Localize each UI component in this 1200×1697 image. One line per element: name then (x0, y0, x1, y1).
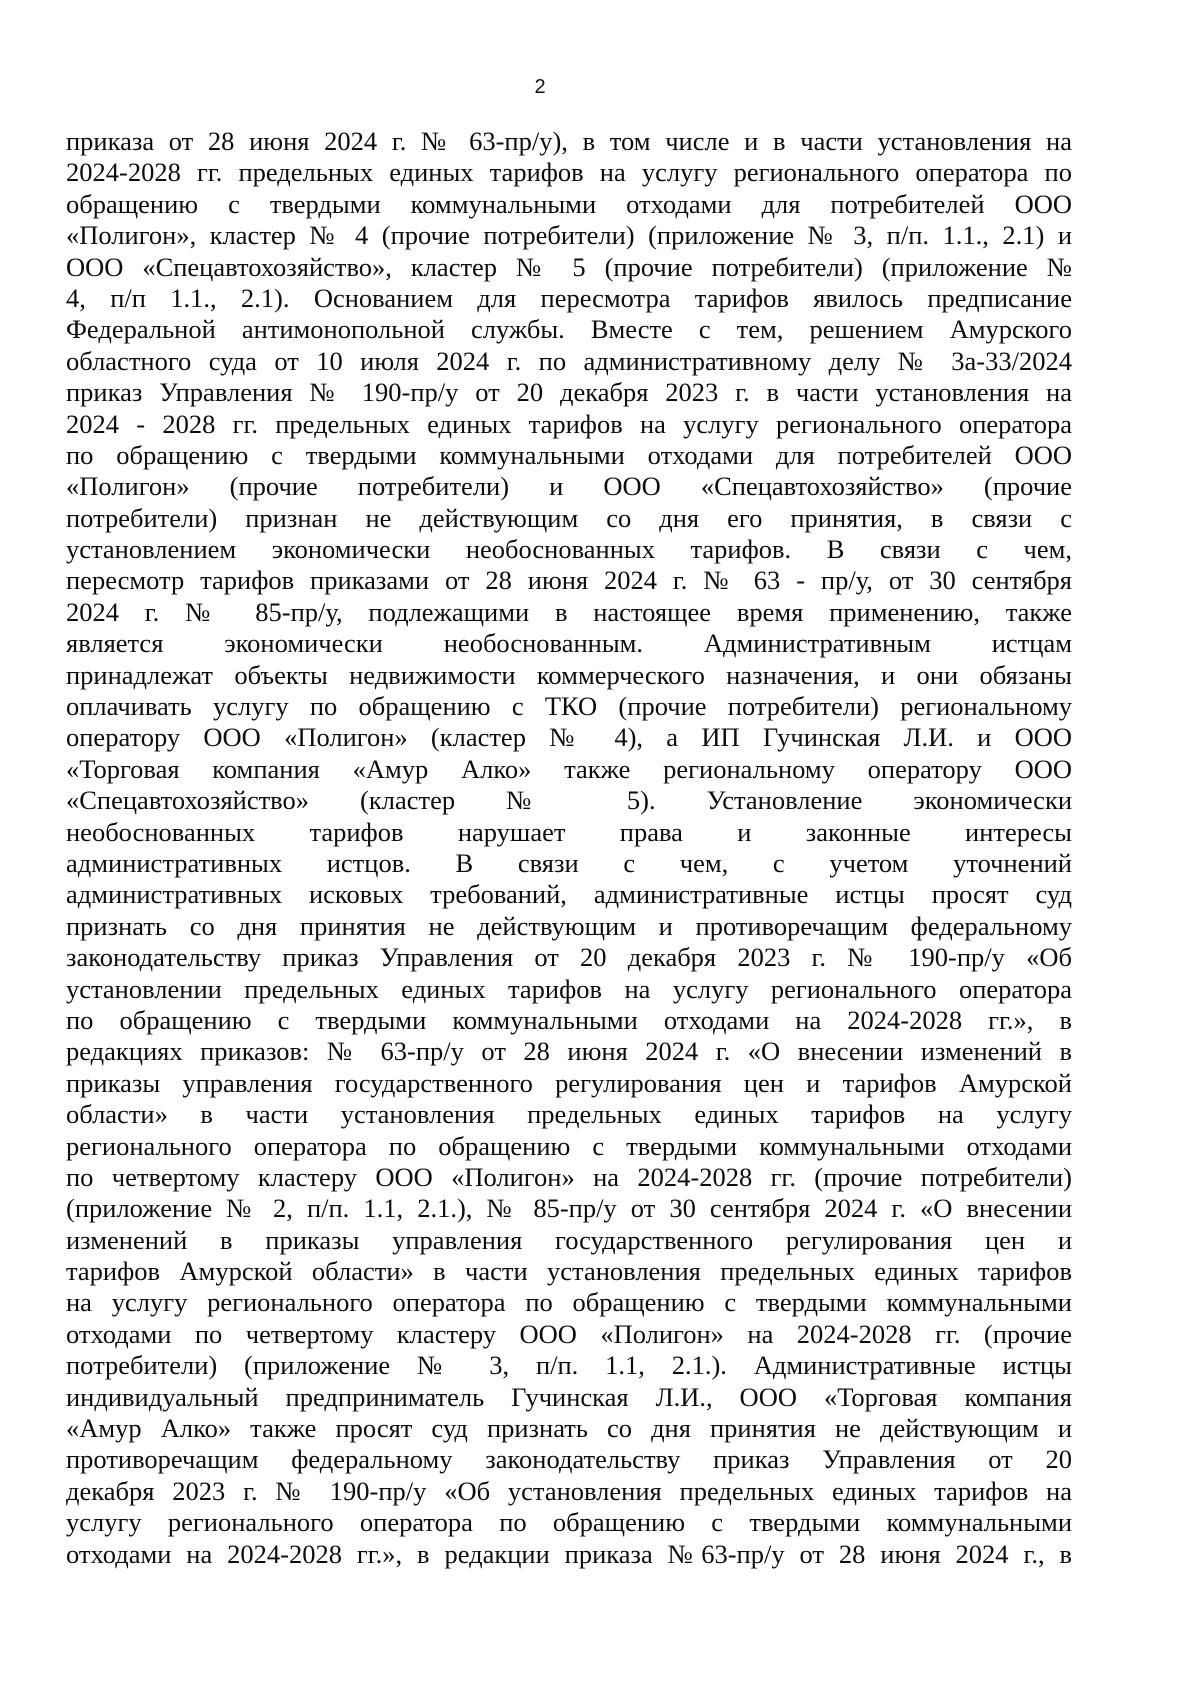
text-line: установлением экономически необоснованных тарифов. В связи с чем, (66, 534, 1072, 565)
text-line: административных исковых требований, административные истцы просят суд (66, 879, 1072, 910)
text-line: оператору ООО «Полигон» (кластер № 4), а ИП Гучинская Л.И. и ООО (66, 722, 1072, 753)
text-line: Федеральной антимонопольной службы. Вместе с тем, решением Амурского (66, 314, 1072, 345)
body-paragraph (66, 126, 1072, 1570)
text-line: (приложение № 2, п/п. 1.1, 2.1.), № 85-пр/у от 30 сентября 2024 г. «О внесении (66, 1193, 1072, 1224)
text-line: отходами по четвертому кластеру ООО «Полигон» на 2024-2028 гг. (прочие (66, 1318, 1072, 1349)
text-line: является экономически необоснованным. Административным истцам (66, 628, 1072, 659)
text-line: области» в части установления предельных единых тарифов на услугу (66, 1099, 1072, 1130)
text-line: потребители) (приложение № 3, п/п. 1.1, 2.1.). Административные истцы (66, 1350, 1072, 1381)
text-line: принадлежат объекты недвижимости коммерческого назначения, и они обязаны (66, 659, 1072, 690)
text-line: обращению с твердыми коммунальными отходами для потребителей ООО (66, 188, 1072, 219)
text-line: приказа от 28 июня 2024 г. № 63-пр/у), в том числе и в части установления на (66, 126, 1072, 156)
text-line: законодательству приказ Управления от 20 декабря 2023 г. № 190-пр/у «Об (66, 942, 1072, 973)
text-line: регионального оператора по обращению с твердыми коммунальными отходами (66, 1130, 1072, 1161)
text-line: «Полигон», кластер № 4 (прочие потребители) (приложение № 3, п/п. 1.1., 2.1) и (66, 220, 1072, 251)
text-line: 2024 г. № 85-пр/у, подлежащими в настоящее время применению, также (66, 596, 1072, 627)
text-line: «Полигон» (прочие потребители) и ООО «Спецавтохозяйство» (прочие (66, 471, 1072, 502)
text-line: на услугу регионального оператора по обращению с твердыми коммунальными (66, 1287, 1072, 1318)
text-line: 4, п/п 1.1., 2.1). Основанием для пересмотра тарифов явилось предписание (66, 282, 1072, 313)
text-line: изменений в приказы управления государственного регулирования цен и (66, 1224, 1072, 1255)
text-line: декабря 2023 г. № 190-пр/у «Об установления предельных единых тарифов на (66, 1475, 1072, 1506)
page-number: 2 (534, 76, 546, 98)
text-line: «Спецавтохозяйство» (кластер № 5). Установление экономически (66, 785, 1072, 816)
text-line: пересмотр тарифов приказами от 28 июня 2024 г. № 63 - пр/у, от 30 сентября (66, 565, 1072, 596)
text-line: потребители) признан не действующим со дня его принятия, в связи с (66, 502, 1072, 533)
text-line: по обращению с твердыми коммунальными отходами для потребителей ООО (66, 439, 1072, 470)
text-line: «Торговая компания «Амур Алко» также региональному оператору ООО (66, 753, 1072, 784)
text-line: оплачивать услугу по обращению с ТКО (прочие потребители) региональному (66, 691, 1072, 722)
text-line: установлении предельных единых тарифов на услугу регионального оператора (66, 973, 1072, 1004)
text-line: редакциях приказов: № 63-пр/у от 28 июня 2024 г. «О внесении изменений в (66, 1036, 1072, 1067)
text-line: отходами на 2024-2028 гг.», в редакции приказа №63-пр/у от 28 июня 2024 г., в (66, 1538, 1072, 1569)
text-line: услугу регионального оператора по обращению с твердыми коммунальными (66, 1507, 1072, 1538)
text-line: «Амур Алко» также просят суд признать со дня принятия не действующим и (66, 1413, 1072, 1444)
text-line: по четвертому кластеру ООО «Полигон» на 2024-2028 гг. (прочие потребители) (66, 1161, 1072, 1192)
text-line: 2024 - 2028 гг. предельных единых тарифов на услугу регионального оператора (66, 408, 1072, 439)
text-line: по обращению с твердыми коммунальными отходами на 2024-2028 гг.», в (66, 1004, 1072, 1035)
text-line: ООО «Спецавтохозяйство», кластер № 5 (прочие потребители) (приложение № (66, 251, 1072, 282)
text-line: тарифов Амурской области» в части установления предельных единых тарифов (66, 1256, 1072, 1287)
text-line: 2024-2028 гг. предельных единых тарифов на услугу регионального оператора по (66, 157, 1072, 188)
text-line: приказ Управления № 190-пр/у от 20 декабря 2023 г. в части установления на (66, 377, 1072, 408)
text-line: областного суда от 10 июля 2024 г. по административному делу № 3а-33/2024 (66, 345, 1072, 376)
text-line: индивидуальный предприниматель Гучинская Л.И., ООО «Торговая компания (66, 1381, 1072, 1412)
text-line: административных истцов. В связи с чем, с учетом уточнений (66, 847, 1072, 878)
text-line: противоречащим федеральному законодательству приказ Управления от 20 (66, 1444, 1072, 1475)
text-line: приказы управления государственного регулирования цен и тарифов Амурской (66, 1067, 1072, 1098)
text-line: признать со дня принятия не действующим и противоречащим федеральному (66, 910, 1072, 941)
text-line: необоснованных тарифов нарушает права и законные интересы (66, 816, 1072, 847)
